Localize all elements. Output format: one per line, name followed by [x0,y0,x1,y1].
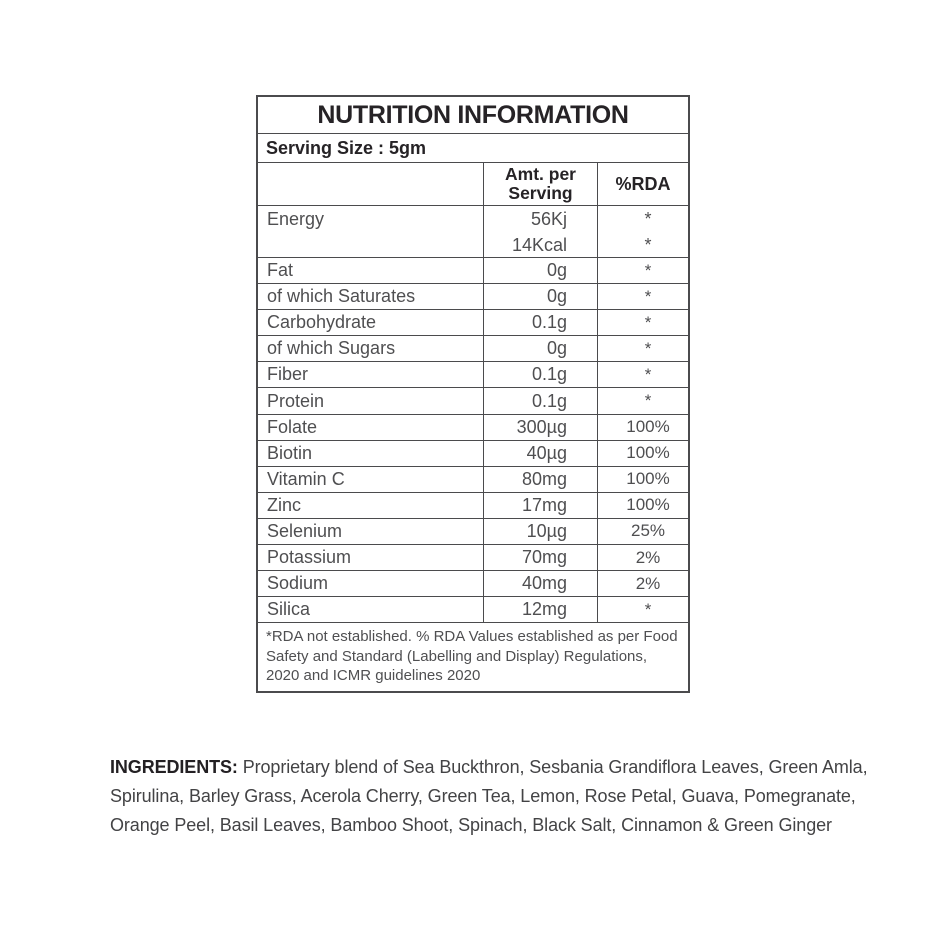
nutrient-label: Fat [267,260,294,281]
nutrient-amount: 80mg [483,467,597,492]
nutrient-label: Silica [267,599,311,620]
header-row [258,162,688,205]
nutrition-table [256,95,690,693]
column-header-rda: %RDA [597,163,688,205]
nutrient-amounts [483,206,597,258]
table-row [258,335,688,361]
nutrient-label: Carbohydrate [267,312,377,333]
nutrient-amount: 70mg [483,545,597,570]
table-row [258,361,688,387]
nutrient-rda: * [597,284,688,309]
nutrient-amount: 10µg [483,519,597,544]
nutrient-label: Fiber [267,364,309,385]
nutrient-amount: 0g [483,336,597,361]
nutrient-rda: 100% [597,467,688,492]
nutrient-amount: 0g [483,284,597,309]
nutrient-label: Protein [267,390,325,411]
table-row [258,309,688,335]
nutrient-amount: 0.1g [483,310,597,335]
nutrient-label: Sodium [267,573,329,594]
table-row [258,518,688,544]
table-row [258,257,688,283]
table-row [258,387,688,413]
nutrient-label: Vitamin C [267,468,345,489]
table-row [258,414,688,440]
nutrient-rdas [597,206,688,258]
table-row-energy [258,205,688,257]
nutrient-amount: 40µg [483,441,597,466]
ingredients-paragraph [110,753,872,840]
nutrient-amount: 0.1g [483,388,597,413]
nutrient-rda: * [597,362,688,387]
nutrient-rda: * [597,258,688,283]
nutrient-rda: * [597,388,688,413]
nutrient-amount: 56Kj [530,208,567,229]
nutrient-amount: 14Kcal [511,234,567,255]
nutrient-rda: * [597,597,688,622]
table-row [258,492,688,518]
serving-size-row: Serving Size : 5gm [258,133,688,162]
nutrient-label: Potassium [267,547,352,568]
nutrient-rda: * [644,234,652,255]
table-row [258,440,688,466]
nutrient-label: Selenium [267,520,343,541]
column-header-amount [483,163,597,205]
nutrient-rda: 25% [597,519,688,544]
nutrient-rda: 100% [597,441,688,466]
column-header-amount-line1: Amt. per [505,164,576,184]
table-row [258,544,688,570]
table-row [258,596,688,622]
nutrient-rda: * [644,208,652,229]
nutrient-label: Energy [267,209,325,229]
table-row [258,570,688,596]
nutrient-rda: * [597,336,688,361]
nutrient-label: of which Sugars [267,338,396,359]
table-title: NUTRITION INFORMATION [317,100,629,129]
ingredients-label: INGREDIENTS: [110,757,238,777]
nutrient-amount: 0.1g [483,362,597,387]
nutrient-amount: 300µg [483,415,597,440]
table-row [258,466,688,492]
nutrient-amount: 12mg [483,597,597,622]
nutrient-rda: 2% [597,545,688,570]
header-spacer [258,163,483,205]
column-header-amount-line2: Serving [508,183,573,203]
nutrient-amount: 17mg [483,493,597,518]
nutrient-rda: 100% [597,415,688,440]
nutrient-rda: 100% [597,493,688,518]
nutrient-label: Folate [267,416,318,437]
rda-footnote: *RDA not established. % RDA Values established as per Food Safety and Standard (Labelling and Display) Regulations, 2020 and ICMR guidelines 2020 [258,622,688,691]
nutrient-rda: 2% [597,571,688,596]
nutrient-label: Biotin [267,442,313,463]
nutrient-rda: * [597,310,688,335]
nutrient-label: of which Saturates [267,286,416,307]
table-row [258,283,688,309]
nutrient-amount: 40mg [483,571,597,596]
ingredients-text: Proprietary blend of Sea Buckthron, Sesbania Grandiflora Leaves, Green Amla, Spirulina, Barley Grass, Acerola Cherry, Green Tea, Lemon, Rose Petal, Guava, Pomegranate, Orange Peel, Basil Leaves, Bamboo Shoot, Spinach, Black Salt, Cinnamon & Green Ginger [110,757,868,835]
nutrient-amount: 0g [483,258,597,283]
nutrient-label: Zinc [267,494,302,515]
